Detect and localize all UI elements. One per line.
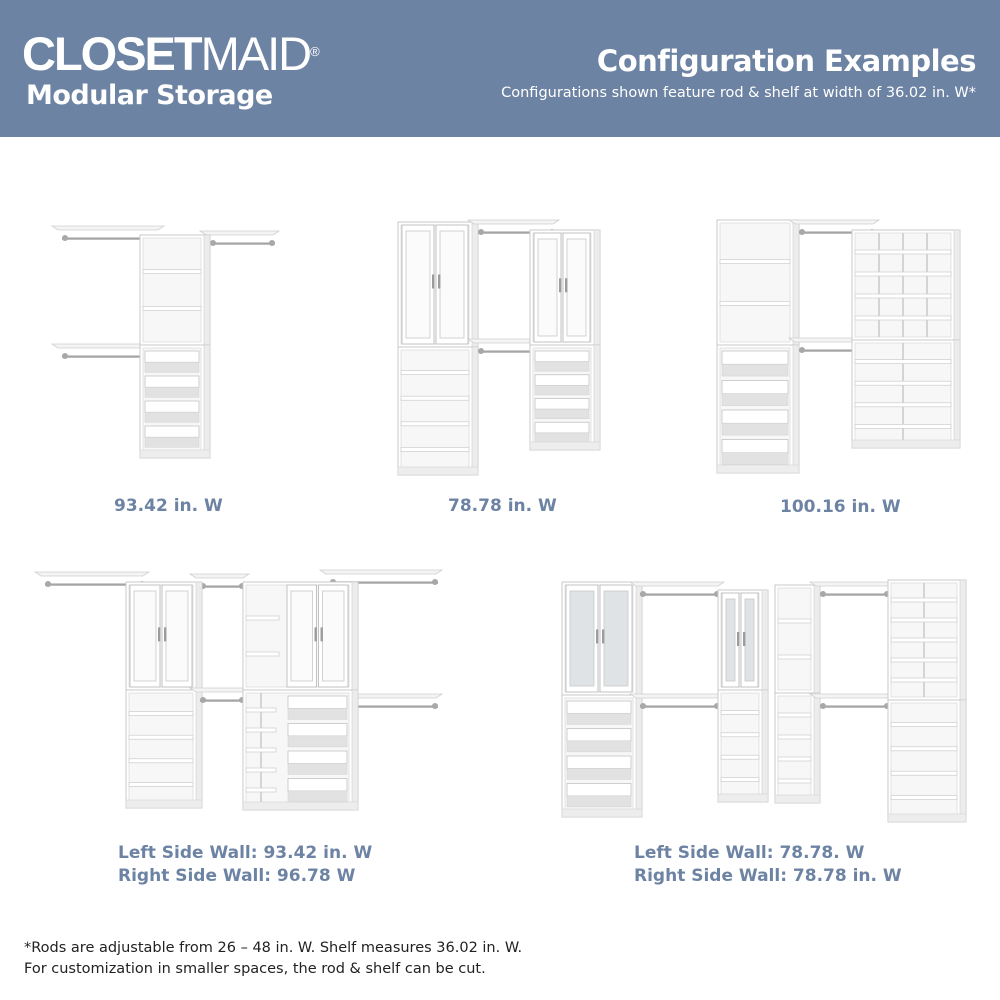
door-handle — [164, 627, 166, 641]
wall-shelf — [190, 688, 249, 692]
rod-bracket — [799, 229, 805, 235]
cabinet-side — [954, 230, 960, 340]
shelf — [143, 306, 201, 310]
shelf — [721, 755, 759, 759]
shelf — [401, 396, 469, 400]
shelf — [891, 678, 957, 682]
wall-shelf — [810, 694, 894, 698]
shelf — [129, 712, 193, 716]
shelf — [720, 301, 790, 305]
shelf — [246, 728, 276, 732]
door-handle — [565, 278, 567, 292]
door-handle — [432, 275, 434, 289]
rod-bracket — [62, 235, 68, 241]
cabinet-side — [196, 690, 202, 808]
toe-kick — [717, 465, 799, 473]
page-title: Configuration Examples — [596, 44, 976, 78]
shelf — [778, 713, 811, 717]
drawer-gap — [288, 736, 347, 747]
door-handle — [602, 629, 604, 643]
cabinet-side — [762, 590, 768, 690]
shelf — [143, 270, 201, 274]
toe-kick — [398, 467, 478, 475]
toe-kick — [126, 800, 202, 808]
shelf — [401, 371, 469, 375]
cabinet-side — [196, 582, 202, 690]
cabinet-side — [204, 235, 210, 345]
door-handle — [315, 627, 317, 641]
cabinet-side — [636, 582, 642, 695]
door-panel — [440, 231, 464, 338]
shelf — [129, 735, 193, 739]
cabinet-side — [594, 345, 600, 450]
drawer-gap — [722, 453, 788, 465]
door-handle — [737, 632, 739, 646]
shelf — [855, 250, 951, 254]
glass-panel — [604, 591, 628, 686]
drawer-front — [288, 696, 347, 708]
cabinet-interior — [401, 350, 469, 472]
drawer-front — [288, 779, 347, 791]
drawer-gap — [567, 741, 631, 752]
cabinet-interior — [720, 223, 790, 342]
hanging-rod — [820, 593, 890, 596]
drawer-front — [145, 426, 199, 437]
rod-bracket — [62, 353, 68, 359]
logo-text-light: MAID — [200, 27, 311, 80]
hanging-rod — [200, 699, 245, 702]
shelf — [401, 422, 469, 426]
rod-bracket — [432, 579, 438, 585]
wall-shelf — [52, 226, 164, 230]
cabinet-side — [814, 585, 820, 693]
hanging-rod — [210, 242, 275, 245]
drawer-gap — [722, 423, 788, 435]
shelf — [891, 796, 957, 800]
wall-shelf — [320, 570, 442, 574]
cabinet-side — [793, 220, 799, 345]
drawer-gap — [145, 362, 199, 372]
wall-shelf — [190, 574, 249, 578]
registered-mark: ® — [310, 44, 320, 59]
hanging-rod — [640, 705, 720, 708]
toe-kick — [140, 450, 210, 458]
shelf — [720, 260, 790, 264]
shelf — [246, 788, 276, 792]
shelf — [246, 748, 276, 752]
door-handle — [596, 629, 598, 643]
shelf — [891, 771, 957, 775]
rod-bracket — [478, 348, 484, 354]
rod-bracket — [640, 703, 646, 709]
shelf — [891, 598, 957, 602]
drawer-front — [145, 351, 199, 362]
door-panel — [538, 239, 557, 336]
glass-panel — [726, 599, 735, 681]
cabinet-side — [352, 582, 358, 690]
wall-shelf — [630, 582, 724, 586]
drawer-gap — [288, 763, 347, 774]
drawer-front — [145, 376, 199, 387]
drawer-gap — [535, 385, 589, 395]
cabinet-side — [960, 580, 966, 700]
drawer-front — [145, 401, 199, 412]
shelf — [778, 619, 811, 623]
footnote-line-2: For customization in smaller spaces, the rod & shelf can be cut. — [24, 961, 486, 977]
shelf — [855, 403, 951, 407]
shelf — [891, 618, 957, 622]
toe-kick — [775, 795, 820, 803]
cabinet-side — [352, 690, 358, 810]
wall-shelf — [200, 231, 279, 235]
config-1-caption: 93.42 in. W — [114, 496, 223, 516]
drawer-gap — [288, 791, 347, 802]
config-4-right-wall: Right Side Wall: 96.78 W — [118, 866, 356, 886]
config-4-caption — [118, 842, 372, 888]
config-5-caption — [634, 842, 902, 888]
door-handle — [743, 632, 745, 646]
door-panel — [134, 591, 156, 681]
cabinet-side — [960, 700, 966, 822]
drawer-front — [567, 756, 631, 768]
drawer-front — [288, 724, 347, 736]
rod-bracket — [799, 347, 805, 353]
cabinet-interior — [891, 703, 957, 819]
config-2-caption: 78.78 in. W — [448, 496, 557, 516]
shelf — [721, 778, 759, 782]
hanging-rod — [820, 705, 890, 708]
door-panel — [166, 591, 188, 681]
shelf — [129, 759, 193, 763]
drawer-gap — [288, 708, 347, 719]
cabinet-side — [793, 345, 799, 473]
footnote-line-1: *Rods are adjustable from 26 – 48 in. W. Shelf measures 36.02 in. W. — [24, 940, 523, 956]
cabinet-interior — [778, 696, 811, 800]
door-panel — [567, 239, 586, 336]
cabinet-interior — [778, 588, 811, 690]
drawer-front — [722, 351, 788, 364]
drawer-gap — [567, 713, 631, 724]
cabinet-interior — [143, 238, 201, 342]
drawer-front — [567, 701, 631, 713]
toe-kick — [718, 794, 768, 802]
rod-bracket — [432, 703, 438, 709]
cabinet-side — [636, 695, 642, 817]
cabinet-side — [814, 693, 820, 803]
rod-bracket — [640, 591, 646, 597]
drawer-front — [535, 351, 589, 362]
toe-kick — [888, 814, 966, 822]
drawer-gap — [145, 412, 199, 422]
drawer-front — [535, 422, 589, 433]
shelf — [401, 447, 469, 451]
door-panel — [323, 591, 345, 681]
toe-kick — [562, 809, 642, 817]
glass-panel — [745, 599, 754, 681]
cabinet-side — [472, 347, 478, 475]
glass-panel — [570, 591, 594, 686]
shelf — [855, 381, 951, 385]
shelf — [891, 658, 957, 662]
cabinet-side — [204, 345, 210, 458]
rod-bracket — [478, 229, 484, 235]
rod-bracket — [210, 240, 216, 246]
door-panel — [291, 591, 313, 681]
wall-shelf — [810, 582, 894, 586]
shelf — [855, 294, 951, 298]
drawer-gap — [145, 387, 199, 397]
drawer-front — [722, 381, 788, 394]
subbrand-title: Modular Storage — [26, 80, 273, 111]
door-handle — [321, 627, 323, 641]
shelf — [891, 722, 957, 726]
cabinet-side — [594, 230, 600, 345]
drawer-gap — [535, 409, 589, 419]
wall-shelf — [630, 694, 724, 698]
shelf — [246, 708, 276, 712]
shelf — [129, 782, 193, 786]
shelf — [778, 757, 811, 761]
shelf — [778, 735, 811, 739]
drawer-front — [722, 410, 788, 423]
drawer-front — [567, 784, 631, 796]
hanging-rod — [200, 585, 245, 588]
cabinet-side — [954, 340, 960, 448]
drawer-front — [535, 399, 589, 410]
shelf — [778, 779, 811, 783]
door-handle — [559, 278, 561, 292]
shelf — [721, 710, 759, 714]
logo-text-bold: CLOSET — [22, 27, 201, 80]
drawer-front — [567, 729, 631, 741]
shelf — [855, 272, 951, 276]
drawer-gap — [722, 364, 788, 376]
toe-kick — [530, 442, 600, 450]
door-panel — [406, 231, 430, 338]
shelf — [891, 638, 957, 642]
config-3-caption: 100.16 in. W — [780, 497, 901, 517]
drawer-front — [288, 751, 347, 763]
page-subtitle: Configurations shown feature rod & shelf at width of 36.02 in. W* — [501, 85, 976, 101]
shelf — [891, 747, 957, 751]
footnote — [24, 938, 522, 980]
cabinet-interior — [129, 693, 193, 805]
toe-kick — [243, 802, 358, 810]
rod-bracket — [820, 591, 826, 597]
shelf — [721, 733, 759, 737]
cabinet-side — [762, 690, 768, 802]
wall-shelf — [789, 220, 879, 224]
toe-kick — [852, 440, 960, 448]
shelf — [855, 360, 951, 364]
rod-bracket — [269, 240, 275, 246]
shelf — [778, 655, 811, 659]
config-4-left-wall: Left Side Wall: 93.42 in. W — [118, 843, 373, 863]
drawer-front — [535, 375, 589, 386]
drawer-gap — [567, 768, 631, 779]
rod-bracket — [200, 697, 206, 703]
shelf — [855, 316, 951, 320]
wall-shelf — [35, 572, 149, 576]
drawer-gap — [145, 437, 199, 447]
wall-shelf — [468, 220, 559, 224]
config-5-right-wall: Right Side Wall: 78.78 in. W — [634, 866, 902, 886]
config-5-left-wall: Left Side Wall: 78.78. W — [634, 843, 865, 863]
shelf — [246, 768, 276, 772]
shelf — [855, 424, 951, 428]
drawer-gap — [567, 796, 631, 807]
cabinet-side — [472, 222, 478, 347]
drawer-front — [722, 440, 788, 453]
shelf — [246, 652, 279, 656]
rod-bracket — [45, 581, 51, 587]
door-handle — [158, 627, 160, 641]
drawer-gap — [722, 394, 788, 406]
door-handle — [438, 275, 440, 289]
hanging-rod — [640, 593, 720, 596]
drawer-gap — [535, 433, 589, 443]
cabinet-interior — [721, 693, 759, 799]
shelf — [246, 616, 279, 620]
rod-bracket — [820, 703, 826, 709]
drawer-gap — [535, 362, 589, 372]
